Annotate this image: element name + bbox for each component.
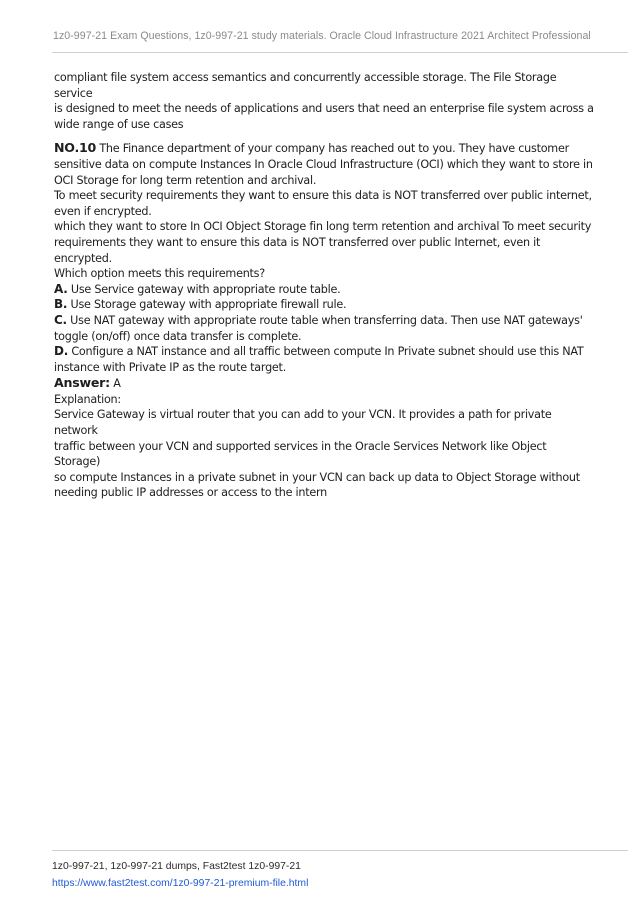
text-line: even if encrypted. [54,204,152,218]
option-b [54,297,594,313]
text-line: encrypted. [54,251,112,265]
text-line: Which option meets this requirements? [54,267,265,281]
text-line: so compute Instances in a private subnet in your VCN can back up data to Object Storage without [54,470,580,484]
text-line: is designed to meet the needs of applications and users that need an enterprise file system across a [54,102,594,116]
footer-keywords: 1z0-997-21, 1z0-997-21 dumps, Fast2test 1z0-997-21 [52,861,301,872]
text-line: which they want to store In OCI Object Storage fin long term retention and archival To meet security [54,220,592,234]
option-letter: B. [54,297,68,312]
text-line: requirements they want to ensure this data is NOT transferred over public Internet, even it [54,235,541,249]
answer-value: A [109,377,121,391]
option-letter: D. [54,344,69,359]
option-text: toggle (on/off) once data transfer is complete. [54,329,302,343]
answer-line [54,375,594,392]
option-letter: A. [54,281,68,296]
footer-link[interactable]: https://www.fast2test.com/1z0-997-21-premium-file.html [52,878,309,889]
option-text: Configure a NAT instance and all traffic between compute In Private subnet should use this NAT [68,345,584,359]
option-text: Use Service gateway with appropriate route table. [67,282,341,296]
header-text: 1z0-997-21 Exam Questions, 1z0-997-21 study materials. Oracle Cloud Infrastructure 2021 Architect Professional [53,30,591,42]
option-text: Use NAT gateway with appropriate route table when transferring data. Then use NAT gateways' [66,313,583,327]
page-footer [52,850,628,889]
explanation-paragraph [54,407,594,501]
question-number: NO.10 [54,140,97,156]
option-d [54,344,594,375]
text-line: needing public IP addresses or access to the intern [54,486,328,500]
option-letter: C. [54,312,67,327]
document-body [54,70,594,501]
text-line: To meet security requirements they want to ensure this data is NOT transferred over public internet, [54,189,592,203]
text-line: sensitive data on compute Instances In Oracle Cloud Infrastructure (OCI) which they want to store in [54,157,593,171]
option-text: Use Storage gateway with appropriate firewall rule. [67,298,347,312]
explanation-label: Explanation: [54,392,121,406]
text-line: compliant file system access semantics and concurrently accessible storage. The File Storage service [54,71,557,100]
option-a [54,282,594,298]
text-line: Service Gateway is virtual router that you can add to your VCN. It provides a path for private network [54,408,552,438]
intro-paragraph [54,70,594,132]
option-c [54,313,594,344]
page-header [52,14,628,53]
option-text: instance with Private IP as the route target. [54,360,286,374]
text-line: traffic between your VCN and supported services in the Oracle Services Network like Object Storage) [54,439,547,469]
answer-label: Answer: [54,375,110,391]
text-line: OCI Storage for long term retention and archival. [54,173,317,187]
question-block [54,140,594,281]
text-line: The Finance department of your company has reached out to you. They have customer [96,142,569,156]
text-line: wide range of use cases [54,117,184,131]
